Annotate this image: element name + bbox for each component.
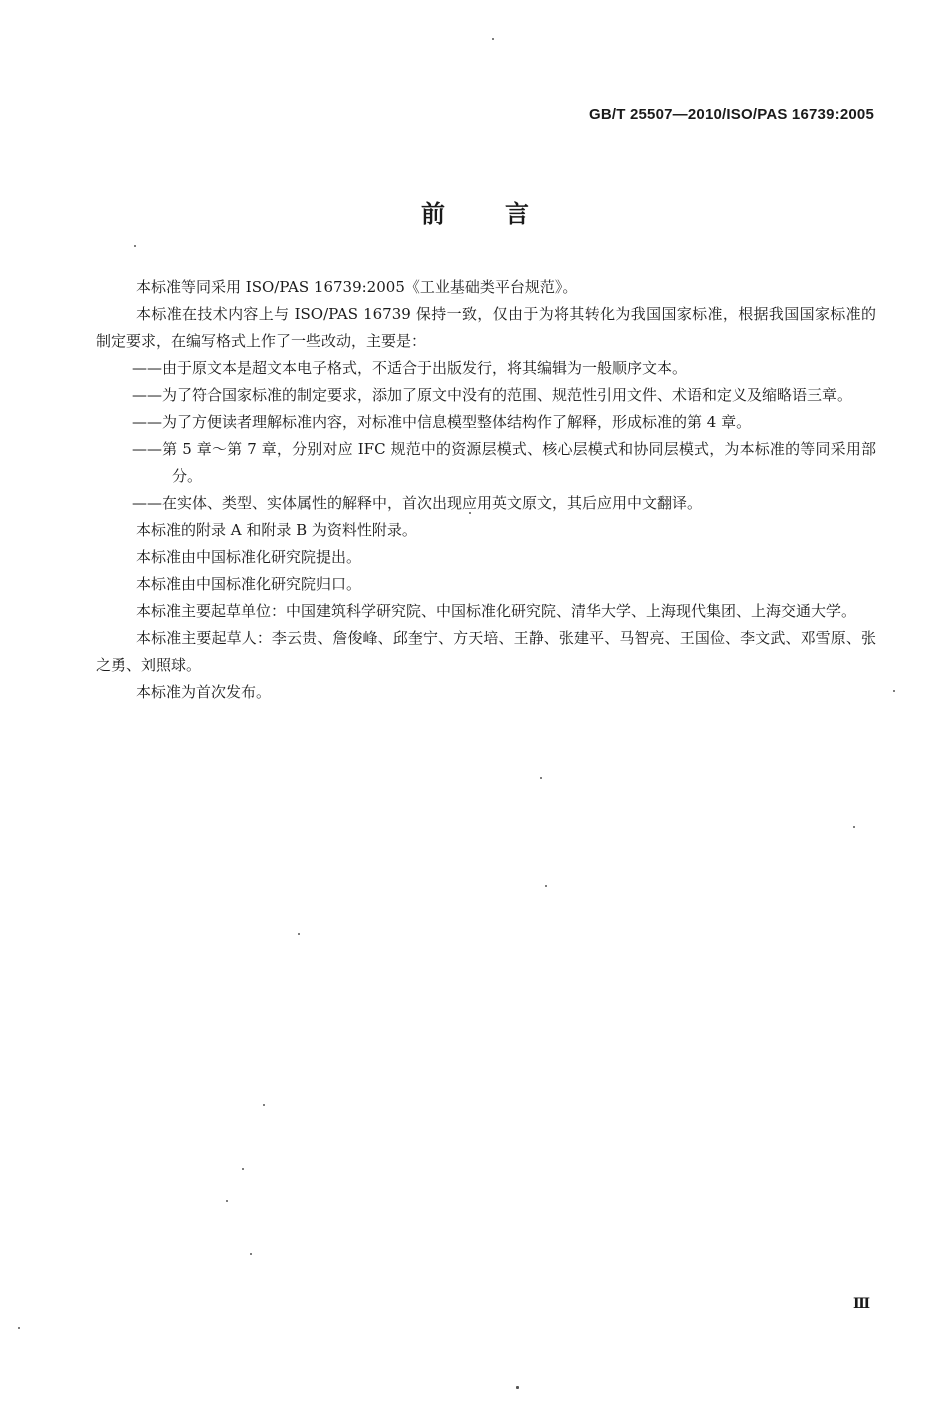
scan-speck <box>516 1386 519 1389</box>
scan-speck <box>853 826 855 828</box>
scan-speck <box>226 1200 228 1202</box>
dash-item-format: ——由于原文本是超文本电子格式，不适合于出版发行，将其编辑为一般顺序文本。 <box>132 359 688 377</box>
dash-item-translation: ——在实体、类型、实体属性的解释中，首次出现应用英文原文，其后应用中文翻译。 <box>132 494 703 512</box>
scan-speck <box>250 1253 252 1255</box>
page-title: 前言 <box>421 200 589 228</box>
scan-speck <box>492 38 494 40</box>
dash-item-chapters-5-7: ——第 5 章～第 7 章，分别对应 IFC 规范中的资源层模式、核心层模式和协同层模式，为本标准的等同采用部分。 <box>132 440 876 485</box>
scan-speck <box>540 777 542 779</box>
scan-speck <box>545 885 547 887</box>
scan-speck <box>242 1168 244 1170</box>
dash-item-chapter-4: ——为了方便读者理解标准内容，对标准中信息模型整体结构作了解释，形成标准的第 4 章。 <box>132 413 752 431</box>
paragraph-drafting-units: 本标准主要起草单位：中国建筑科学研究院、中国标准化研究院、清华大学、上海现代集团、上海交通大学。 <box>136 602 857 620</box>
scan-speck <box>18 1327 20 1329</box>
dash-item-added-chapters: ——为了符合国家标准的制定要求，添加了原文中没有的范围、规范性引用文件、术语和定义及缩略语三章。 <box>132 386 853 404</box>
scan-speck <box>263 1104 265 1106</box>
paragraph-first-release: 本标准为首次发布。 <box>136 683 272 701</box>
paragraph-annexes: 本标准的附录 A 和附录 B 为资料性附录。 <box>136 521 417 539</box>
paragraph-managed-by: 本标准由中国标准化研究院归口。 <box>136 575 362 593</box>
scan-speck <box>298 933 300 935</box>
standard-code-header: GB/T 25507—2010/ISO/PAS 16739:2005 <box>588 106 874 123</box>
scan-speck <box>134 245 136 247</box>
paragraph-consistency: 本标准在技术内容上与 ISO/PAS 16739 保持一致，仅由于为将其转化为我国国家标准，根据我国国家标准的制定要求，在编写格式上作了一些改动，主要是： <box>96 305 876 350</box>
paragraph-adoption: 本标准等同采用 ISO/PAS 16739:2005《工业基础类平台规范》。 <box>136 278 578 296</box>
scan-speck <box>469 512 471 514</box>
paragraph-drafters: 本标准主要起草人：李云贵、詹俊峰、邱奎宁、方天培、王静、张建平、马智亮、王国俭、李文武、邓雪原、张之勇、刘照球。 <box>96 629 876 674</box>
scan-speck <box>893 690 895 692</box>
page-number: Ⅲ <box>852 1296 870 1312</box>
preface-body <box>96 274 876 706</box>
paragraph-proposed-by: 本标准由中国标准化研究院提出。 <box>136 548 362 566</box>
